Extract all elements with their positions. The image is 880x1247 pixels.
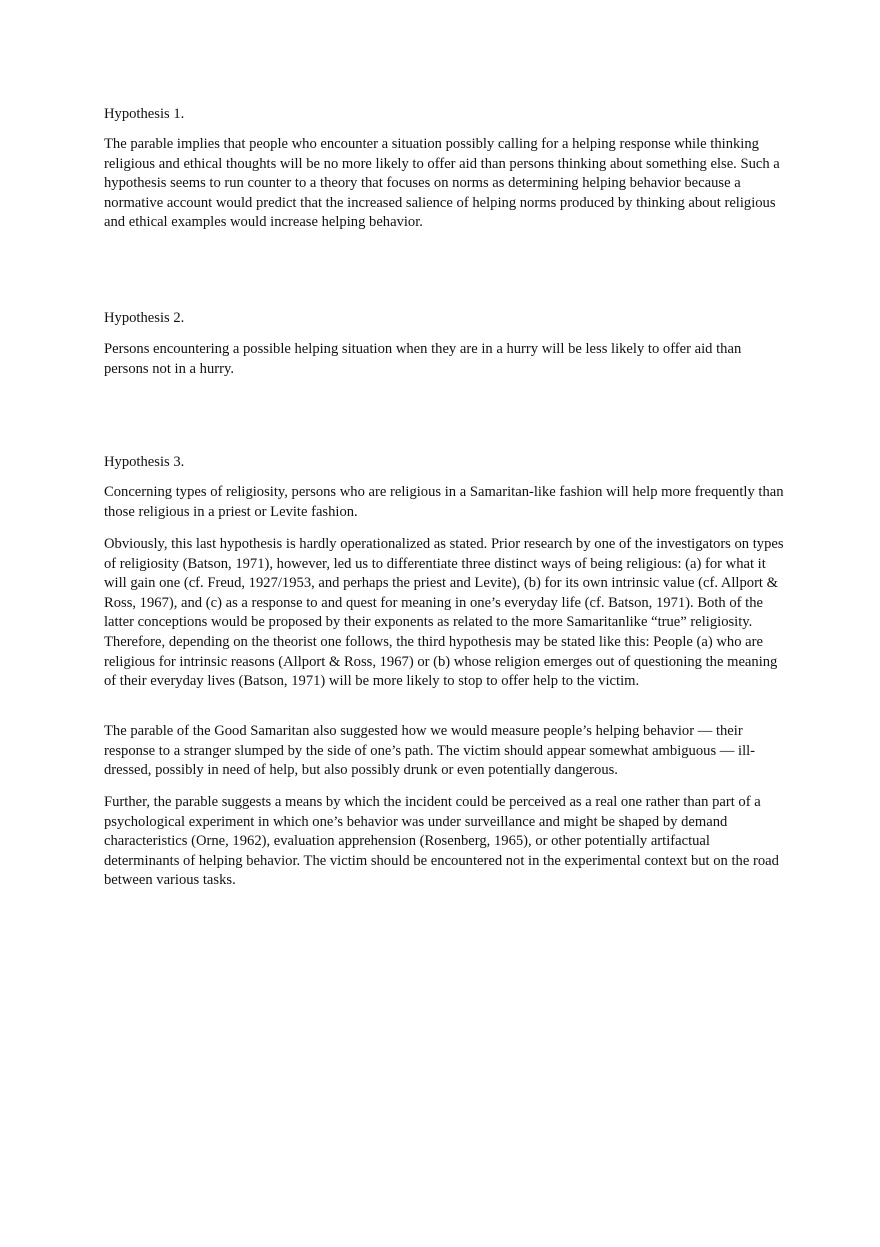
hypothesis-2-heading: Hypothesis 2. xyxy=(104,310,185,326)
hypothesis-1-paragraph: The parable implies that people who encounter a situation possibly calling for a helping response while thinking religious and ethical thoughts will be no more likely to offer aid than persons thinking about something else. Such a hypothesis seems to run counter to a theory that focuses on norms as determining helping behavior because a normative account would predict that the increased salience of helping norms produced by thinking about religious and ethical examples would increase helping behavior. xyxy=(104,136,780,231)
incident-perception-paragraph: Further, the parable suggests a means by which the incident could be perceived as a real one rather than part of a psychological experiment in which one’s behavior was under surveillance and might be shaped by demand characteristics (Orne, 1962), evaluation apprehension (Rosenberg, 1965), or other potentially artifactual determinants of helping behavior. The victim should be encountered not in the experimental context but on the road between various tasks. xyxy=(104,794,779,889)
hypothesis-2-paragraph: Persons encountering a possible helping situation when they are in a hurry will be less likely to offer aid than persons not in a hurry. xyxy=(104,341,742,377)
good-samaritan-measure-paragraph: The parable of the Good Samaritan also suggested how we would measure people’s helping behavior — their response to a stranger slumped by the side of one’s path. The victim should appear somewhat ambiguous — ill-dressed, possibly in need of help, but also possibly drunk or even potentially dangerous. xyxy=(104,723,756,779)
hypothesis-3-heading: Hypothesis 3. xyxy=(104,454,185,470)
hypothesis-3-paragraph: Concerning types of religiosity, persons who are religious in a Samaritan-like fashion will help more frequently than those religious in a priest or Levite fashion. xyxy=(104,484,784,520)
operationalization-paragraph: Obviously, this last hypothesis is hardly operationalized as stated. Prior research by one of the investigators on types of religiosity (Batson, 1971), however, led us to differentiate three distinct ways of being religious: (a) for what it will gain one (cf. Freud, 1927/1953, and perhaps the priest and Levite), (b) for its own intrinsic value (cf. Allport & Ross, 1967), and (c) as a response to and quest for meaning in one’s everyday life (cf. Batson, 1971). Both of the latter conceptions would be proposed by their exponents as related to the more Samaritanlike “true” religiosity. Therefore, depending on the theorist one follows, the third hypothesis may be stated like this: People (a) who are religious for intrinsic reasons (Allport & Ross, 1967) or (b) whose religion emerges out of questioning the meaning of their everyday lives (Batson, 1971) will be more likely to stop to offer help to the victim. xyxy=(104,536,784,690)
hypothesis-1-heading: Hypothesis 1. xyxy=(104,106,185,122)
